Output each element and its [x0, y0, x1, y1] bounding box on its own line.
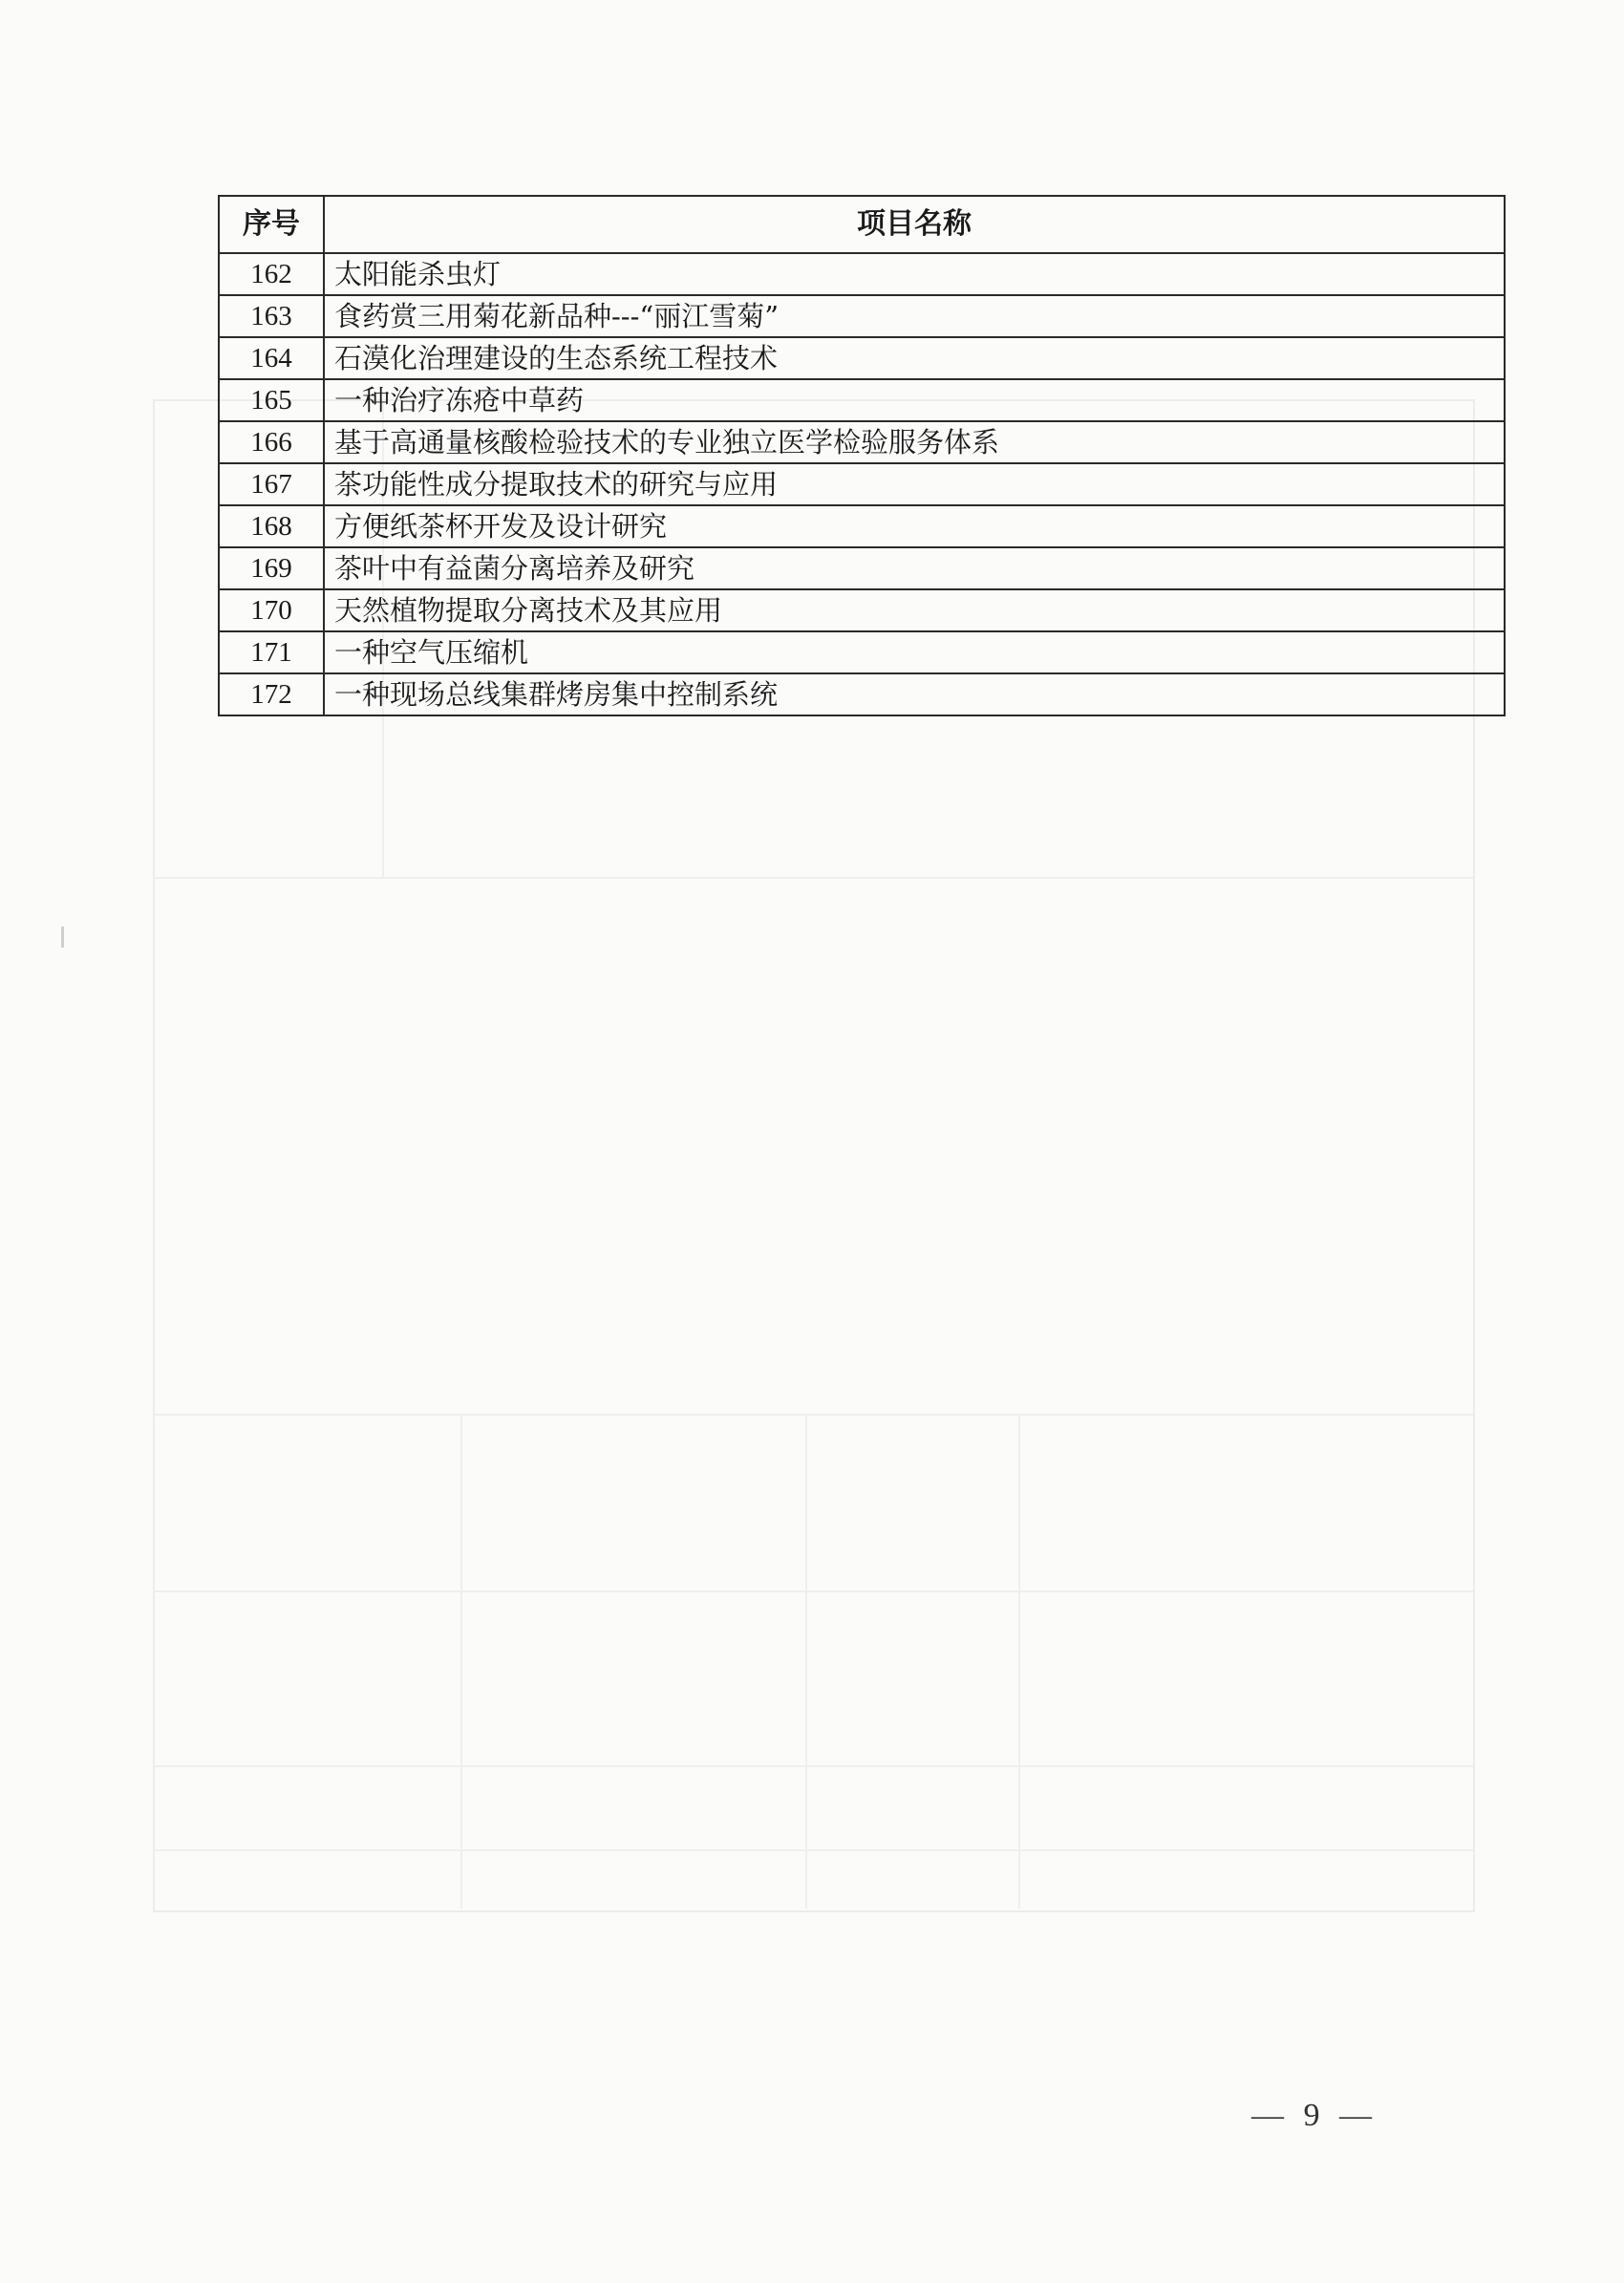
row-serial-number: 168 — [219, 505, 324, 547]
bleed-through-line — [153, 1849, 1473, 1851]
row-serial-number: 165 — [219, 379, 324, 421]
row-serial-number: 172 — [219, 673, 324, 715]
table-row — [219, 421, 1505, 463]
bleed-through-line — [460, 1414, 462, 1909]
row-project-name: 石漠化治理建设的生态系统工程技术 — [324, 337, 1505, 379]
row-project-name: 茶叶中有益菌分离培养及研究 — [324, 547, 1505, 589]
row-project-name: 基于高通量核酸检验技术的专业独立医学检验服务体系 — [324, 421, 1505, 463]
row-project-name: 太阳能杀虫灯 — [324, 253, 1505, 295]
row-project-name: 天然植物提取分离技术及其应用 — [324, 589, 1505, 631]
row-project-name: 一种现场总线集群烤房集中控制系统 — [324, 673, 1505, 715]
bleed-through-line — [153, 877, 1473, 879]
row-serial-number: 167 — [219, 463, 324, 505]
table-row — [219, 505, 1505, 547]
row-serial-number: 169 — [219, 547, 324, 589]
header-project-name: 项目名称 — [324, 196, 1505, 253]
row-serial-number: 162 — [219, 253, 324, 295]
table-row — [219, 253, 1505, 295]
row-project-name: 方便纸茶杯开发及设计研究 — [324, 505, 1505, 547]
row-project-name: 食药赏三用菊花新品种---“丽江雪菊” — [324, 295, 1505, 337]
table-row — [219, 337, 1505, 379]
bleed-through-line — [153, 1590, 1473, 1592]
table-row — [219, 589, 1505, 631]
table-header-row — [219, 196, 1505, 253]
row-serial-number: 171 — [219, 631, 324, 673]
row-serial-number: 163 — [219, 295, 324, 337]
page-number: — 9 — — [1251, 2098, 1378, 2133]
row-serial-number: 166 — [219, 421, 324, 463]
table-row — [219, 547, 1505, 589]
table-row — [219, 673, 1505, 715]
bleed-through-line — [153, 1414, 1473, 1416]
table-row — [219, 295, 1505, 337]
table-row — [219, 379, 1505, 421]
project-table — [218, 195, 1506, 716]
bleed-through-line — [1018, 1414, 1020, 1909]
row-project-name: 一种空气压缩机 — [324, 631, 1505, 673]
row-project-name: 一种治疗冻疮中草药 — [324, 379, 1505, 421]
table-row — [219, 463, 1505, 505]
bleed-through-line — [805, 1414, 807, 1909]
row-serial-number: 170 — [219, 589, 324, 631]
scan-mark — [61, 927, 64, 948]
row-project-name: 茶功能性成分提取技术的研究与应用 — [324, 463, 1505, 505]
table-row — [219, 631, 1505, 673]
bleed-through-line — [153, 1765, 1473, 1767]
header-serial-number: 序号 — [219, 196, 324, 253]
row-serial-number: 164 — [219, 337, 324, 379]
